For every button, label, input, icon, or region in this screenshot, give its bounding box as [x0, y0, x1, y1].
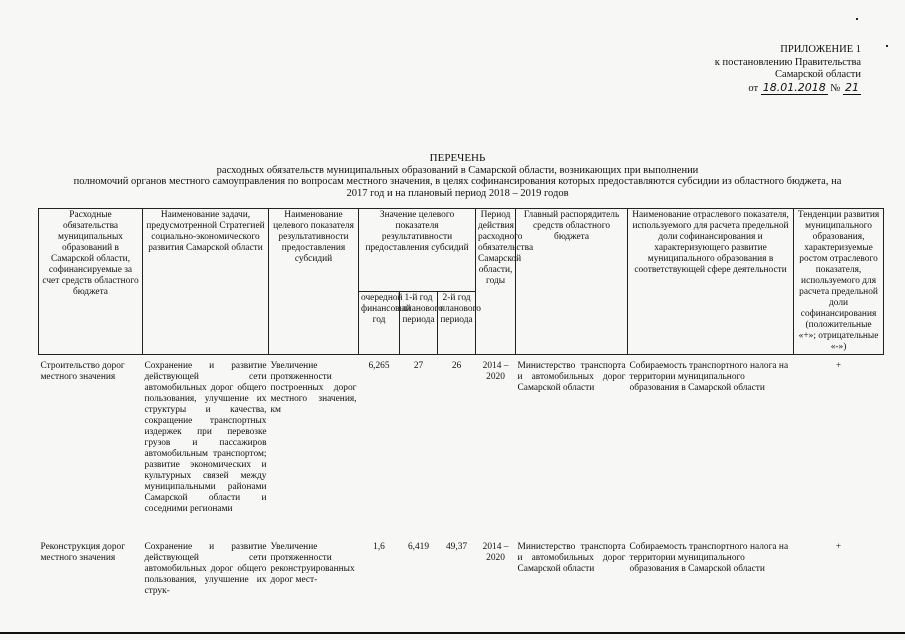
cell-trend: +	[835, 361, 842, 371]
cell-sector-indicator: Собираемость транспортного налога на территории муниципального образования в Самарской области	[629, 361, 789, 393]
document-title	[50, 153, 865, 199]
appendix-decree-line: к постановлению Правительства	[714, 56, 861, 68]
date-value: 18.01.2018	[762, 80, 826, 94]
title-line-2: полномочий органов местного самоуправления по вопросам местного значения, в целях софинансирования которых предоставляются субсидии из областного бюджета, на	[73, 176, 842, 187]
cell-period: 2014 – 2020	[482, 542, 509, 563]
scan-speck	[886, 45, 888, 47]
number-prefix: №	[830, 82, 841, 94]
cell-indicator: Увеличение протяженности построенных дорог местного значения, км	[270, 361, 357, 415]
header-trend: Тенденции развития муниципального образования, характеризуемые ростом отраслевого показателя, используемого для расчета предельной доли софинансирования (положительные «+»; отрицательные «-»)	[794, 209, 884, 355]
date-prefix: от	[748, 82, 759, 94]
cell-value-current: 6,265	[368, 361, 390, 371]
cell-task: Сохранение и развитие действующей сети автомобильных дорог общего пользования, улучшение их структуры и качества, сокращение транспортных издержек при перевозке грузов и пассажиров автомобильным транспортом; развитие экономических и культурных связей между муниципальными районами Самарской области и соседними регионами	[144, 361, 267, 514]
title-line-3: 2017 год и на плановый период 2018 – 2019 годов	[346, 187, 569, 199]
appendix-date-line	[686, 82, 861, 96]
header-plan-year-2: 2-й год планового периода	[438, 291, 476, 354]
cell-value-current: 1,6	[373, 542, 385, 552]
scan-edge-line	[0, 632, 905, 634]
cell-sector-indicator: Собираемость транспортного налога на территории муниципального образования в Самарской области	[629, 542, 789, 574]
header-plan-year-1: 1-й год планового периода	[400, 291, 438, 354]
header-indicator-values: Значение целевого показателя результативности предоставления субсидий	[359, 209, 476, 292]
cell-value-plan1: 6,419	[407, 542, 430, 552]
cell-administrator: Министерство транспорта и автомобильных дорог Самарской области	[517, 542, 626, 574]
header-administrator: Главный распорядитель средств областного бюджета	[516, 209, 628, 355]
header-indicator: Наименование целевого показателя результативности предоставления субсидий	[269, 209, 359, 355]
cell-task: Сохранение и развитие действующей сети автомобильных дорог общего пользования, улучшение их струк-	[144, 542, 267, 596]
header-sector-indicator: Наименование отраслевого показателя, используемого для расчета предельной доли софинансирования и характеризующего развитие муниципального образования в соответствующей сфере деятельности	[628, 209, 794, 355]
appendix-region-line: Самарской области	[775, 69, 861, 80]
cell-trend: +	[835, 542, 842, 552]
table-row	[39, 355, 884, 517]
title-line-1: расходных обязательств муниципальных образований в Самарской области, возникающих при выполнении	[216, 164, 699, 176]
cell-value-plan1: 27	[413, 361, 424, 371]
cell-value-plan2: 49,37	[445, 542, 468, 552]
appendix-header	[686, 44, 861, 95]
scan-speck	[856, 18, 858, 20]
table-row	[39, 516, 884, 598]
cell-administrator: Министерство транспорта и автомобильных дорог Самарской области	[517, 361, 626, 393]
cell-obligation: Реконструкция дорог местного значения	[40, 542, 126, 563]
appendix-label: ПРИЛОЖЕНИЕ 1	[780, 44, 861, 55]
cell-indicator: Увеличение протяженности реконструированных дорог мест-	[270, 542, 355, 585]
header-current-year: очередной финансовый год	[359, 291, 400, 354]
cell-period: 2014 – 2020	[482, 361, 509, 382]
obligations-table	[38, 208, 884, 598]
title-heading: ПЕРЕЧЕНЬ	[429, 152, 486, 164]
header-task: Наименование задачи, предусмотренной Стратегией социально-экономического развития Самарской области	[143, 209, 269, 355]
cell-value-plan2: 26	[451, 361, 462, 371]
header-obligation: Расходные обязательства муниципальных образований в Самарской области, софинансируемые за счет средств областного бюджета	[39, 209, 143, 355]
cell-obligation: Строительство дорог местного значения	[40, 361, 125, 382]
header-period: Период действия расходного обязательства Самарской области, годы	[476, 209, 516, 355]
number-value: 21	[845, 80, 859, 94]
